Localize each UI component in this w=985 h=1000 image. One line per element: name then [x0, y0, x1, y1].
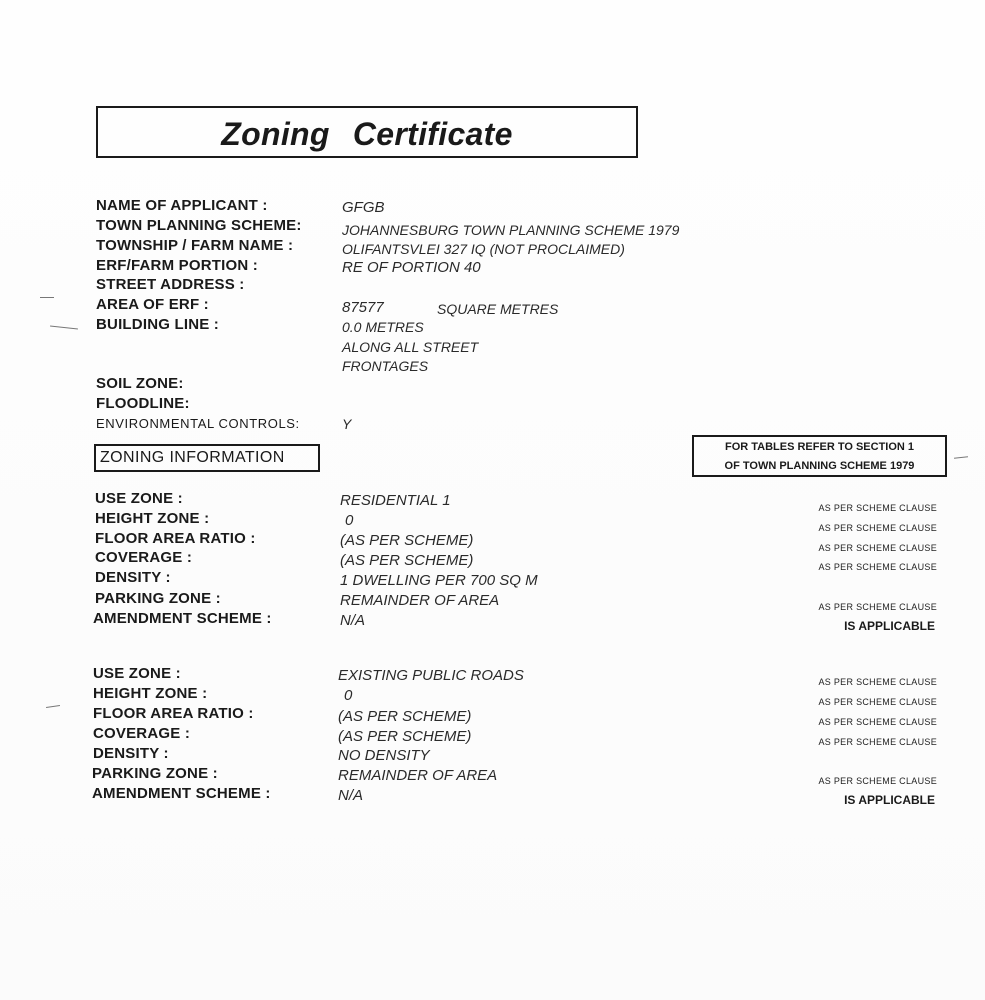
environmental-controls-label: ENVIRONMENTAL CONTROLS: [96, 416, 300, 431]
page-title: Zoning Certificate [221, 116, 513, 152]
zone1-height-zone-label: HEIGHT ZONE : [95, 510, 210, 527]
scan-speck [954, 456, 968, 458]
zone1-applicable: IS APPLICABLE [844, 619, 935, 633]
zone1-use-zone-label: USE ZONE : [95, 490, 183, 507]
zone2-applicable: IS APPLICABLE [844, 793, 935, 807]
zone2-coverage-label: COVERAGE : [93, 725, 191, 742]
zone1-density-value: 1 DWELLING PER 700 SQ M [340, 572, 538, 589]
tables-reference-line-2: OF TOWN PLANNING SCHEME 1979 [724, 460, 915, 472]
zone2-amendment-label: AMENDMENT SCHEME : [92, 785, 271, 802]
soil-zone-label: SOIL ZONE: [96, 375, 184, 392]
floodline-label: FLOODLINE: [96, 395, 190, 412]
zone2-height-zone-value: 0 [344, 687, 353, 704]
zone1-clause-3: AS PER SCHEME CLAUSE [818, 543, 937, 553]
zone1-amendment-label: AMENDMENT SCHEME : [93, 610, 272, 627]
erf-portion-value: RE OF PORTION 40 [342, 259, 481, 276]
scheme-label: TOWN PLANNING SCHEME: [96, 217, 302, 234]
zone2-clause-4: AS PER SCHEME CLAUSE [818, 737, 937, 747]
applicant-label: NAME OF APPLICANT : [96, 197, 268, 214]
zone1-clause-5: AS PER SCHEME CLAUSE [818, 602, 937, 612]
building-line-value-1: 0.0 METRES [342, 319, 424, 335]
zone2-far-value: (AS PER SCHEME) [338, 708, 472, 725]
applicant-value: GFGB [342, 199, 385, 216]
environmental-controls-value: Y [342, 416, 352, 432]
building-line-label: BUILDING LINE : [96, 316, 219, 333]
scheme-value: JOHANNESBURG TOWN PLANNING SCHEME 1979 [342, 222, 680, 238]
scan-speck [50, 326, 78, 330]
zone2-density-value: NO DENSITY [338, 747, 430, 764]
zone2-parking-zone-value: REMAINDER OF AREA [338, 767, 498, 784]
zoning-information-heading: ZONING INFORMATION [94, 444, 320, 472]
zone1-parking-zone-value: REMAINDER OF AREA [340, 592, 500, 609]
tables-reference-line-1: FOR TABLES REFER TO SECTION 1 [724, 441, 915, 453]
zone1-far-value: (AS PER SCHEME) [340, 532, 474, 549]
building-line-value-2: ALONG ALL STREET [342, 339, 479, 355]
area-of-erf-value: 87577 [342, 299, 384, 316]
area-of-erf-label: AREA OF ERF : [96, 296, 209, 313]
township-value: OLIFANTSVLEI 327 IQ (NOT PROCLAIMED) [342, 241, 625, 257]
zone1-far-label: FLOOR AREA RATIO : [95, 530, 256, 547]
area-of-erf-unit: SQUARE METRES [437, 301, 559, 317]
zone2-clause-5: AS PER SCHEME CLAUSE [818, 776, 937, 786]
zone2-far-label: FLOOR AREA RATIO : [93, 705, 254, 722]
zone1-clause-1: AS PER SCHEME CLAUSE [818, 503, 937, 513]
zone2-height-zone-label: HEIGHT ZONE : [93, 685, 208, 702]
scan-speck [46, 705, 60, 708]
zone1-density-label: DENSITY : [95, 569, 171, 586]
erf-portion-label: ERF/FARM PORTION : [96, 257, 258, 274]
zone2-clause-2: AS PER SCHEME CLAUSE [818, 697, 937, 707]
building-line-value-3: FRONTAGES [342, 358, 429, 374]
zone1-amendment-value: N/A [340, 612, 366, 629]
zone1-parking-zone-label: PARKING ZONE : [95, 590, 221, 607]
zone1-coverage-value: (AS PER SCHEME) [340, 552, 474, 569]
zone2-clause-3: AS PER SCHEME CLAUSE [818, 717, 937, 727]
title-box [96, 106, 638, 158]
zone1-height-zone-value: 0 [345, 512, 354, 529]
zone1-use-zone-value: RESIDENTIAL 1 [340, 492, 451, 509]
zone2-amendment-value: N/A [338, 787, 364, 804]
zone2-coverage-value: (AS PER SCHEME) [338, 728, 472, 745]
zone2-use-zone-label: USE ZONE : [93, 665, 181, 682]
township-label: TOWNSHIP / FARM NAME : [96, 237, 294, 254]
street-address-label: STREET ADDRESS : [96, 276, 245, 293]
zone2-use-zone-value: EXISTING PUBLIC ROADS [338, 667, 524, 684]
zone2-parking-zone-label: PARKING ZONE : [92, 765, 218, 782]
zone2-density-label: DENSITY : [93, 745, 169, 762]
zone1-clause-4: AS PER SCHEME CLAUSE [818, 562, 937, 572]
tables-reference-box [692, 435, 947, 477]
zone1-coverage-label: COVERAGE : [95, 549, 193, 566]
scan-speck [40, 297, 54, 298]
zone2-clause-1: AS PER SCHEME CLAUSE [818, 677, 937, 687]
zone1-clause-2: AS PER SCHEME CLAUSE [818, 523, 937, 533]
